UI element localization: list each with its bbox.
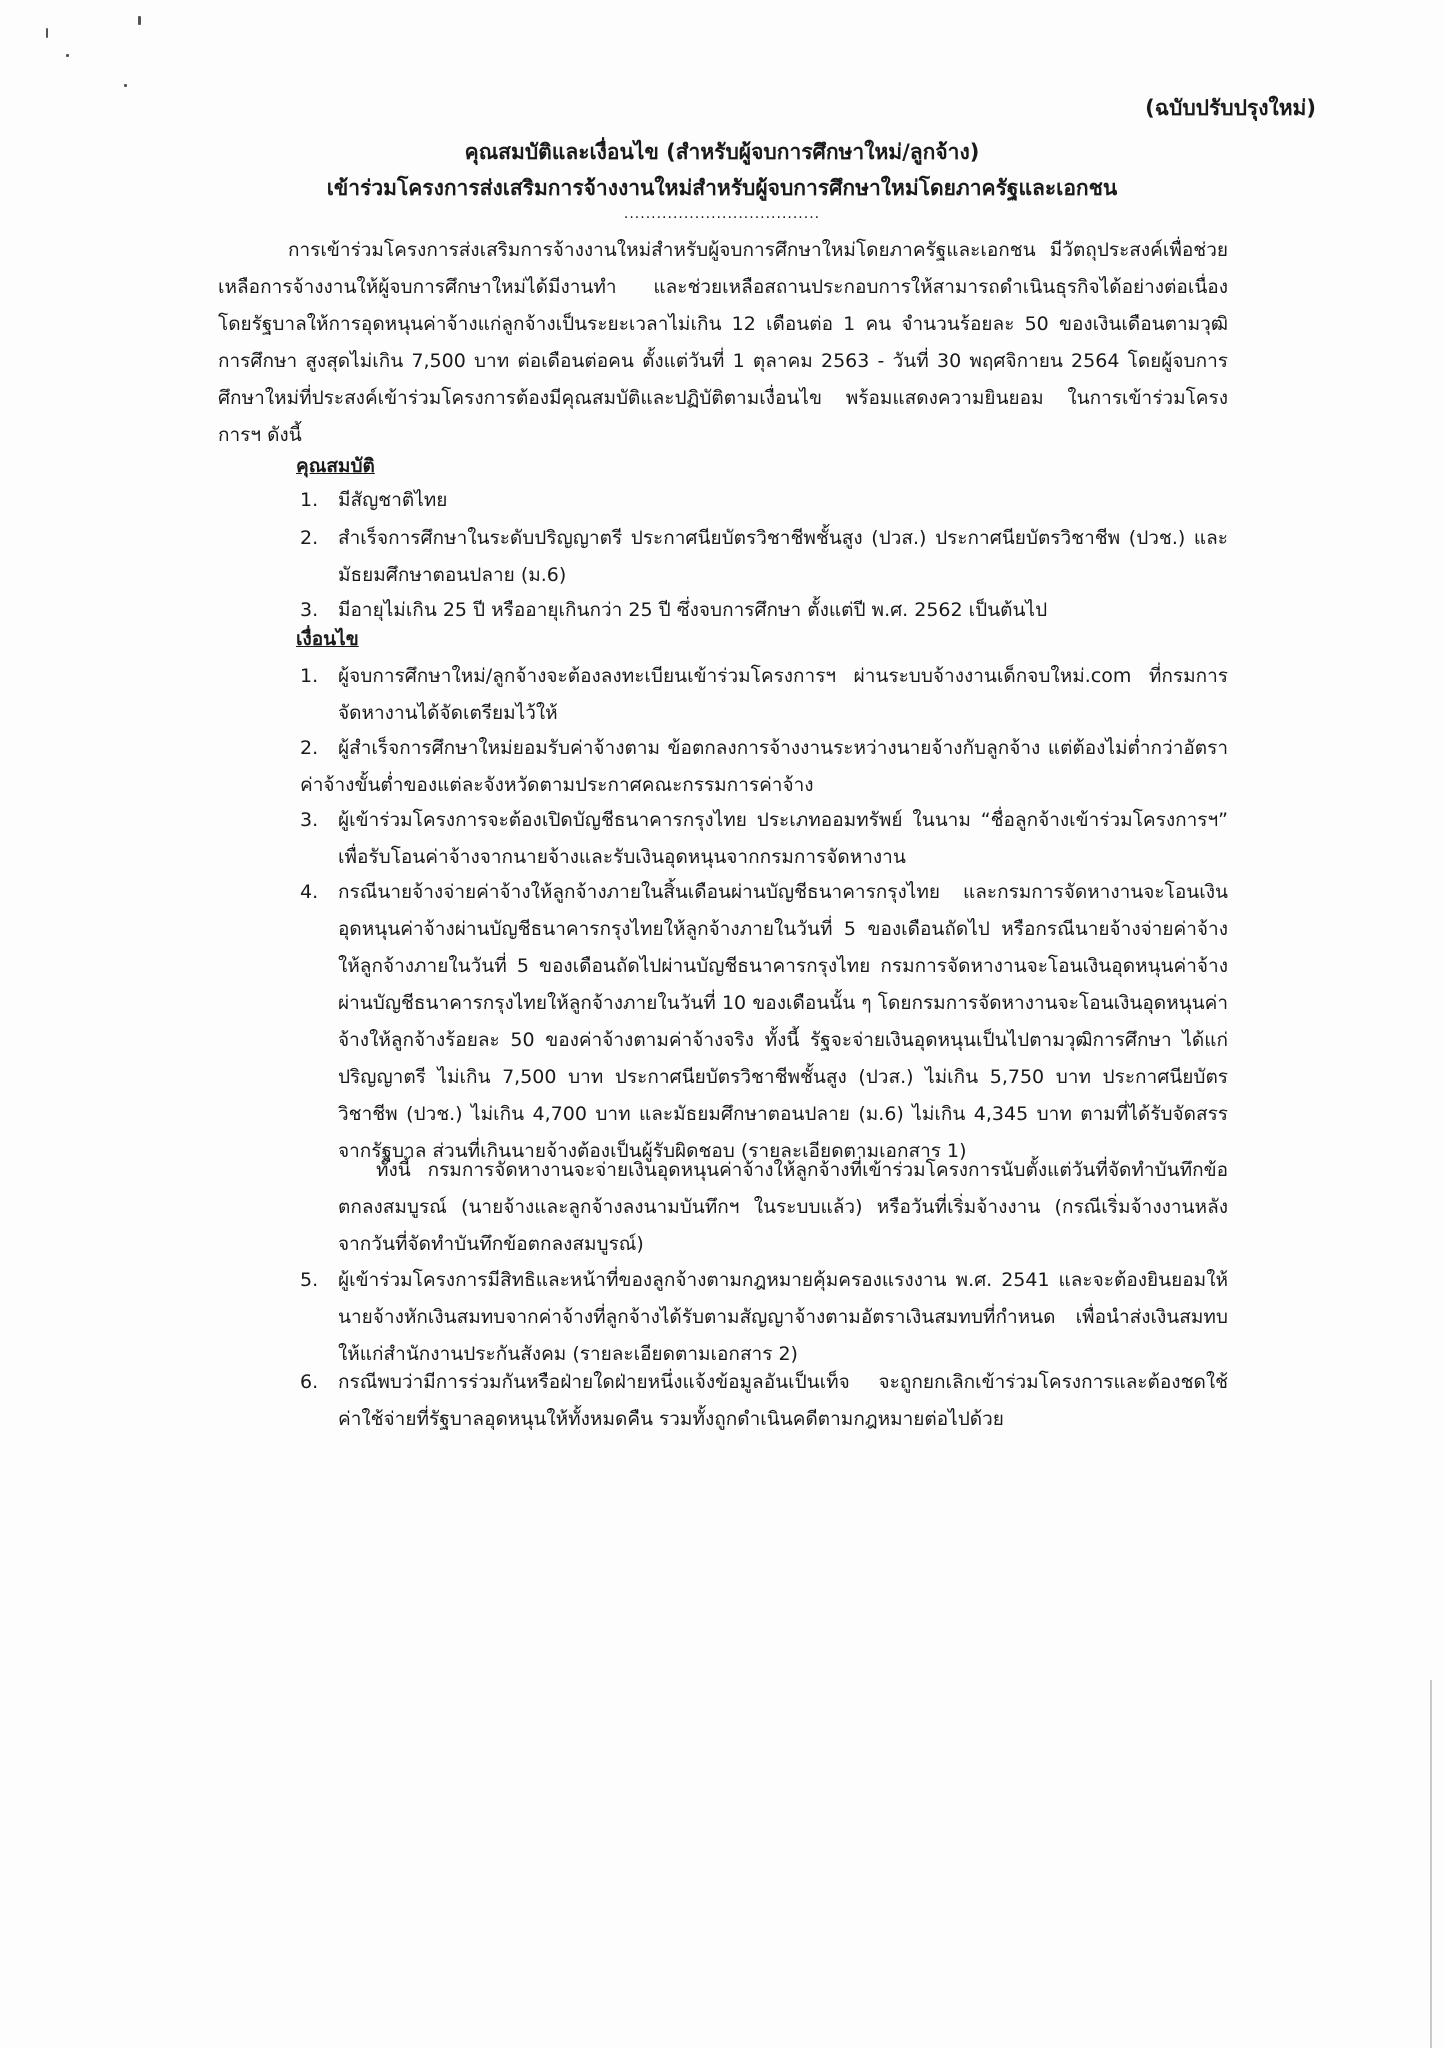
item-number: 3. [300, 599, 319, 621]
item-text: ผู้เข้าร่วมโครงการมีสิทธิและหน้าที่ของลูกจ้างตามกฎหมายคุ้มครองแรงงาน พ.ศ. 2541 และจะต้องยินยอมให้นายจ้างหักเงินสมทบจากค่าจ้างที่ลูกจ้างได้รับตามสัญญาจ้างตามอัตราเงินสมทบที่กำหนด เพื่อนำส่งเงินสมทบให้แก่สำนักงานประกันสังคม (รายละเอียดตามเอกสาร 2) [338, 1269, 1228, 1365]
scan-speck [138, 16, 141, 25]
item-number: 1. [300, 665, 319, 687]
condition-item [300, 658, 1228, 732]
scan-edge-line [1430, 1680, 1432, 2048]
item-number: 5. [300, 1269, 319, 1291]
condition-item [300, 802, 1228, 876]
scan-speck [66, 54, 69, 57]
condition-item [300, 1364, 1228, 1438]
qualification-item [300, 520, 1228, 594]
item-text: สำเร็จการศึกษาในระดับปริญญาตรี ประกาศนียบัตรวิชาชีพชั้นสูง (ปวส.) ประกาศนียบัตรวิชาชีพ (ปวช.) และมัธยมศึกษาตอนปลาย (ม.6) [338, 527, 1228, 586]
qualification-item [300, 592, 1228, 629]
item-text: มีสัญชาติไทย [338, 489, 448, 511]
scan-speck [46, 28, 48, 38]
condition-note: ทั้งนี้ กรมการจัดหางานจะจ่ายเงินอุดหนุนค่าจ้างให้ลูกจ้างที่เข้าร่วมโครงการนับตั้งแต่วันที่จัดทำบันทึกข้อตกลงสมบูรณ์ (นายจ้างและลูกจ้างลงนามบันทึกฯ ในระบบแล้ว) หรือวันที่เริ่มจ้างงาน (กรณีเริ่มจ้างงานหลังจากวันที่จัดทำบันทึกข้อตกลงสมบูรณ์) [338, 1159, 1228, 1255]
item-text: กรณีนายจ้างจ่ายค่าจ้างให้ลูกจ้างภายในสิ้นเดือนผ่านบัญชีธนาคารกรุงไทย และกรมการจัดหางานจะโอนเงินอุดหนุนค่าจ้างผ่านบัญชีธนาคารกรุงไทยให้ลูกจ้างภายในวันที่ 5 ของเดือนถัดไป หรือกรณีนายจ้างจ่ายค่าจ้างให้ลูกจ้างภายในวันที่ 5 ของเดือนถัดไปผ่านบัญชีธนาคารกรุงไทย กรมการจัดหางานจะโอนเงินอุดหนุนค่าจ้างผ่านบัญชีธนาคารกรุงไทยให้ลูกจ้างภายในวันที่ 10 ของเดือนนั้น ๆ โดยกรมการจัดหางานจะโอนเงินอุดหนุนค่าจ้างให้ลูกจ้างร้อยละ 50 ของค่าจ้างตามค่าจ้างจริง ทั้งนี้ รัฐจะจ่ายเงินอุดหนุนเป็นไปตามวุฒิการศึกษา ได้แก่ ปริญญาตรี ไม่เกิน 7,500 บาท ประกาศนียบัตรวิชาชีพชั้นสูง (ปวส.) ไม่เกิน 5,750 บาท ประกาศนียบัตรวิชาชีพ (ปวช.) ไม่เกิน 4,700 บาท และมัธยมศึกษาตอนปลาย (ม.6) ไม่เกิน 4,345 บาท ตามที่ได้รับจัดสรรจากรัฐบาล ส่วนที่เกินนายจ้างต้องเป็นผู้รับผิดชอบ (รายละเอียดตามเอกสาร 1) [338, 881, 1228, 1162]
document-title: คุณสมบัติและเงื่อนไข (สำหรับผู้จบการศึกษาใหม่/ลูกจ้าง) [464, 140, 980, 164]
qualification-item [300, 482, 1228, 519]
item-text: กรณีพบว่ามีการร่วมกันหรือฝ่ายใดฝ่ายหนึ่งแจ้งข้อมูลอันเป็นเท็จ จะถูกยกเลิกเข้าร่วมโครงการและต้องชดใช้ค่าใช้จ่ายที่รัฐบาลอุดหนุนให้ทั้งหมดคืน รวมทั้งถูกดำเนินคดีตามกฎหมายต่อไปด้วย [338, 1371, 1228, 1430]
item-number: 2. [300, 737, 319, 759]
item-number: 3. [300, 809, 319, 831]
document-subtitle: เข้าร่วมโครงการส่งเสริมการจ้างงานใหม่สำหรับผู้จบการศึกษาใหม่โดยภาครัฐและเอกชน [326, 176, 1118, 200]
condition-item [300, 874, 1228, 1170]
item-text: ผู้จบการศึกษาใหม่/ลูกจ้างจะต้องลงทะเบียนเข้าร่วมโครงการฯ ผ่านระบบจ้างงานเด็กจบใหม่.com ที่กรมการจัดหางานได้จัดเตรียมไว้ให้ [338, 665, 1228, 724]
qualifications-heading: คุณสมบัติ [296, 455, 375, 477]
item-text: มีอายุไม่เกิน 25 ปี หรืออายุเกินกว่า 25 ปี ซึ่งจบการศึกษา ตั้งแต่ปี พ.ศ. 2562 เป็นต้นไป [338, 599, 1048, 621]
title-separator: .................................... [623, 206, 821, 222]
item-number: 1. [300, 489, 319, 511]
item-text: ผู้เข้าร่วมโครงการจะต้องเปิดบัญชีธนาคารกรุงไทย ประเภทออมทรัพย์ ในนาม “ชื่อลูกจ้างเข้าร่วมโครงการฯ” เพื่อรับโอนค่าจ้างจากนายจ้างและรับเงินอุดหนุนจากกรมการจัดหางาน [338, 809, 1228, 868]
scan-speck [124, 84, 127, 87]
condition-item [300, 1262, 1228, 1373]
version-label: (ฉบับปรับปรุงใหม่) [1145, 96, 1316, 120]
item-number: 2. [300, 527, 319, 549]
item-number: 6. [300, 1371, 319, 1393]
item-text: ผู้สำเร็จการศึกษาใหม่ยอมรับค่าจ้างตาม ข้อตกลงการจ้างงานระหว่างนายจ้างกับลูกจ้าง แต่ต้องไม่ต่ำกว่าอัตราค่าจ้างขั้นต่ำของแต่ละจังหวัดตามประกาศคณะกรรมการค่าจ้าง [300, 737, 1228, 796]
conditions-heading: เงื่อนไข [296, 628, 359, 650]
condition-item [300, 730, 1228, 804]
item-number: 4. [300, 881, 319, 903]
intro-paragraph: การเข้าร่วมโครงการส่งเสริมการจ้างงานใหม่สำหรับผู้จบการศึกษาใหม่โดยภาครัฐและเอกชน มีวัตถุประสงค์เพื่อช่วยเหลือการจ้างงานให้ผู้จบการศึกษาใหม่ได้มีงานทำ และช่วยเหลือสถานประกอบการให้สามารถดำเนินธุรกิจได้อย่างต่อเนื่อง โดยรัฐบาลให้การอุดหนุนค่าจ้างแก่ลูกจ้างเป็นระยะเวลาไม่เกิน 12 เดือนต่อ 1 คน จำนวนร้อยละ 50 ของเงินเดือนตามวุฒิการศึกษา สูงสุดไม่เกิน 7,500 บาท ต่อเดือนต่อคน ตั้งแต่วันที่ 1 ตุลาคม 2563 - วันที่ 30 พฤศจิกายน 2564 โดยผู้จบการศึกษาใหม่ที่ประสงค์เข้าร่วมโครงการต้องมีคุณสมบัติและปฏิบัติตามเงื่อนไข พร้อมแสดงความยินยอม ในการเข้าร่วมโครงการฯ ดังนี้ [218, 239, 1228, 446]
